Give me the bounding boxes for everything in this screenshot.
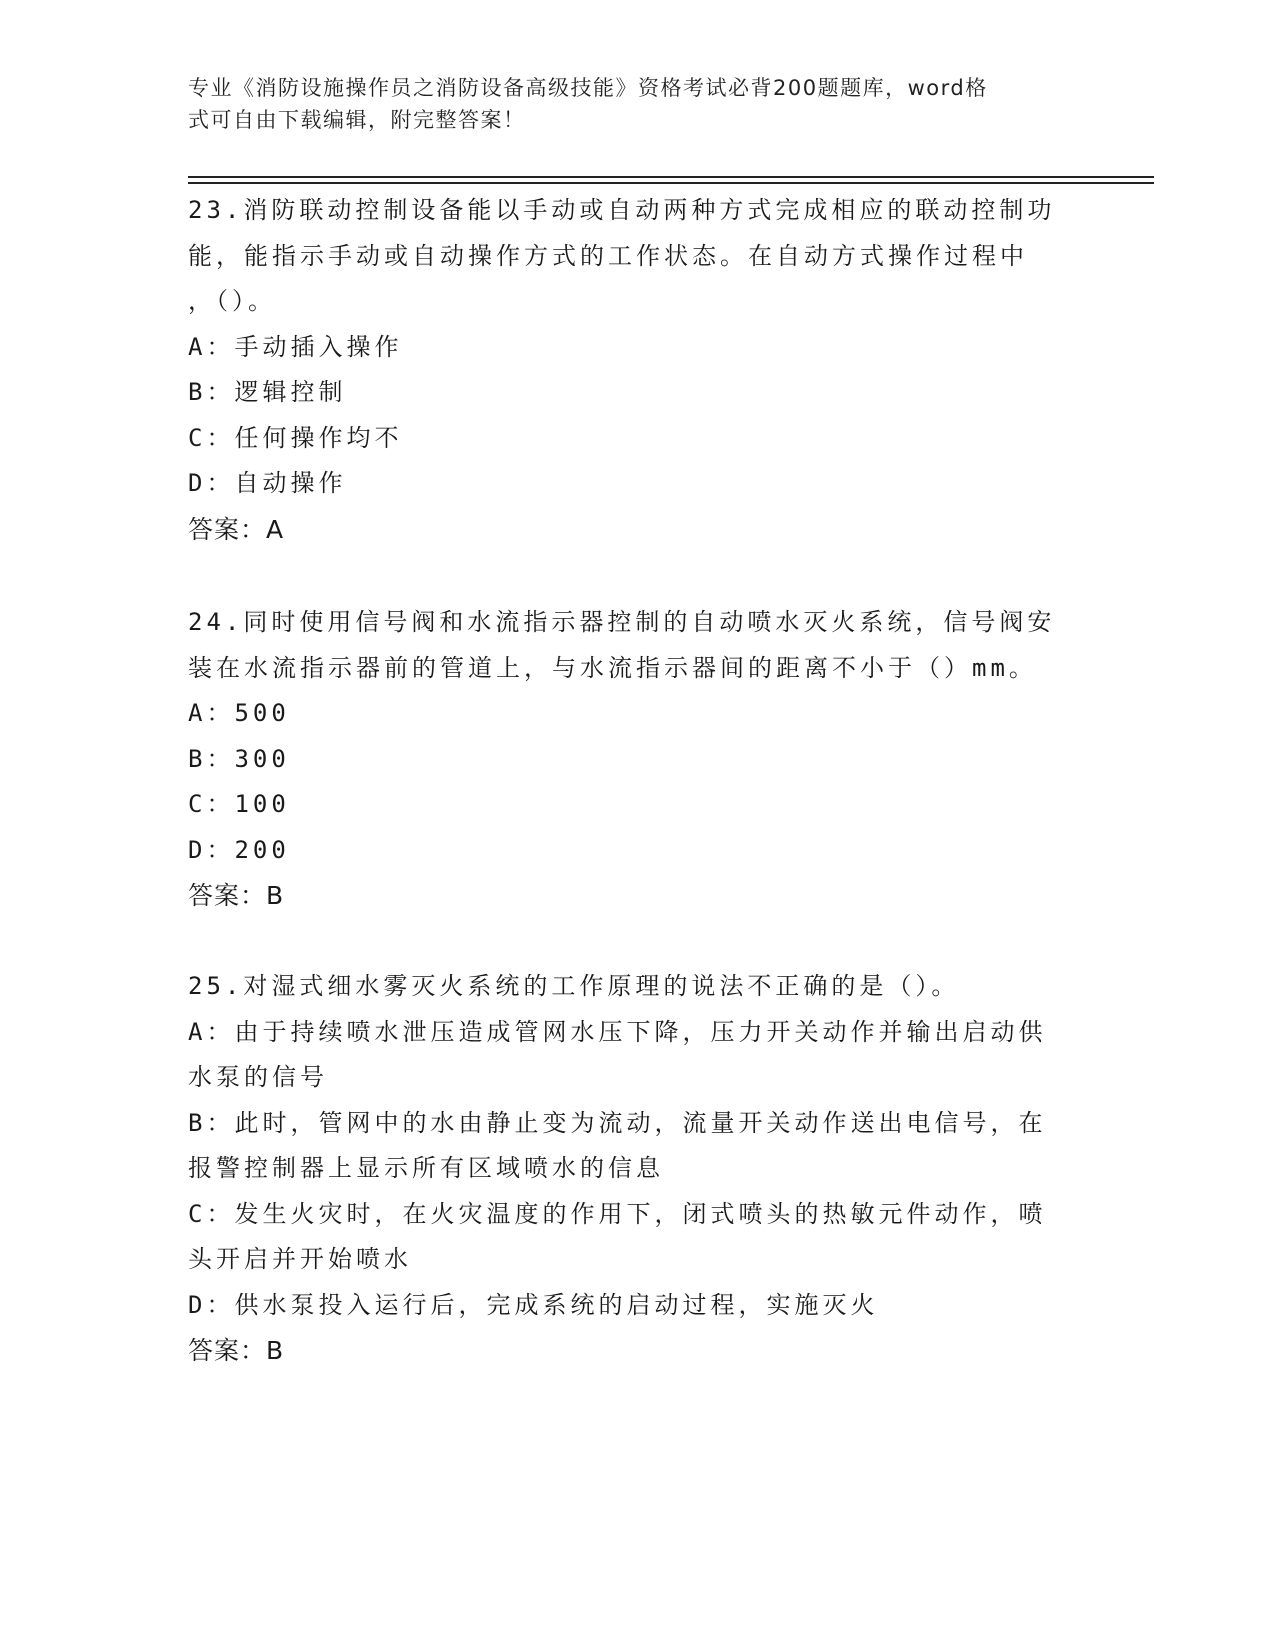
option-a: A：500	[188, 699, 290, 727]
option-d: D：200	[188, 835, 290, 864]
option-d: D：供水泵投入运行后，完成系统的启动过程，实施灭火	[188, 1290, 879, 1319]
header-line-1: 专业《消防设施操作员之消防设备高级技能》资格考试必背200题题库，word格	[188, 76, 988, 100]
option-b: B：此时，管网中的水由静止变为流动，流量开关动作送出电信号，在	[188, 1108, 1047, 1137]
question-stem-line: 25.对湿式细水雾灭火系统的工作原理的说法不正确的是（）。	[188, 972, 960, 1000]
question-stem-line: ，（）。	[188, 287, 276, 315]
option-c: C：任何操作均不	[188, 423, 403, 452]
question-24	[188, 600, 1068, 919]
question-stem-line: 能，能指示手动或自动操作方式的工作状态。在自动方式操作过程中	[188, 241, 1028, 270]
answer-label: 答案：B	[188, 1336, 285, 1365]
option-a-continued: 水泵的信号	[188, 1063, 328, 1091]
question-23	[188, 188, 1068, 552]
option-b: B：300	[188, 744, 290, 773]
option-b: B：逻辑控制	[188, 378, 347, 406]
option-d: D：自动操作	[188, 469, 347, 497]
option-b-continued: 报警控制器上显示所有区域喷水的信息	[188, 1154, 664, 1182]
option-c-continued: 头开启并开始喷水	[188, 1245, 412, 1273]
header-divider-bottom	[188, 182, 1154, 184]
answer-label: 答案：B	[188, 881, 285, 910]
option-a: A：手动插入操作	[188, 332, 403, 361]
document-header	[188, 72, 1068, 136]
header-divider-top	[188, 176, 1154, 178]
answer-label: 答案：A	[188, 514, 285, 544]
option-a: A：由于持续喷水泄压造成管网水压下降，压力开关动作并输出启动供	[188, 1017, 1047, 1046]
header-line-2: 式可自由下载编辑，附完整答案！	[188, 108, 526, 132]
option-c: C：100	[188, 790, 290, 818]
question-stem-line: 装在水流指示器前的管道上，与水流指示器间的距离不小于（）mm。	[188, 653, 1037, 682]
question-25	[188, 964, 1068, 1374]
question-stem-line: 24.同时使用信号阀和水流指示器控制的自动喷水灭火系统，信号阀安	[188, 608, 1056, 636]
option-c: C：发生火灾时，在火灾温度的作用下，闭式喷头的热敏元件动作，喷	[188, 1199, 1047, 1228]
question-stem-line: 23.消防联动控制设备能以手动或自动两种方式完成相应的联动控制功	[188, 196, 1056, 224]
